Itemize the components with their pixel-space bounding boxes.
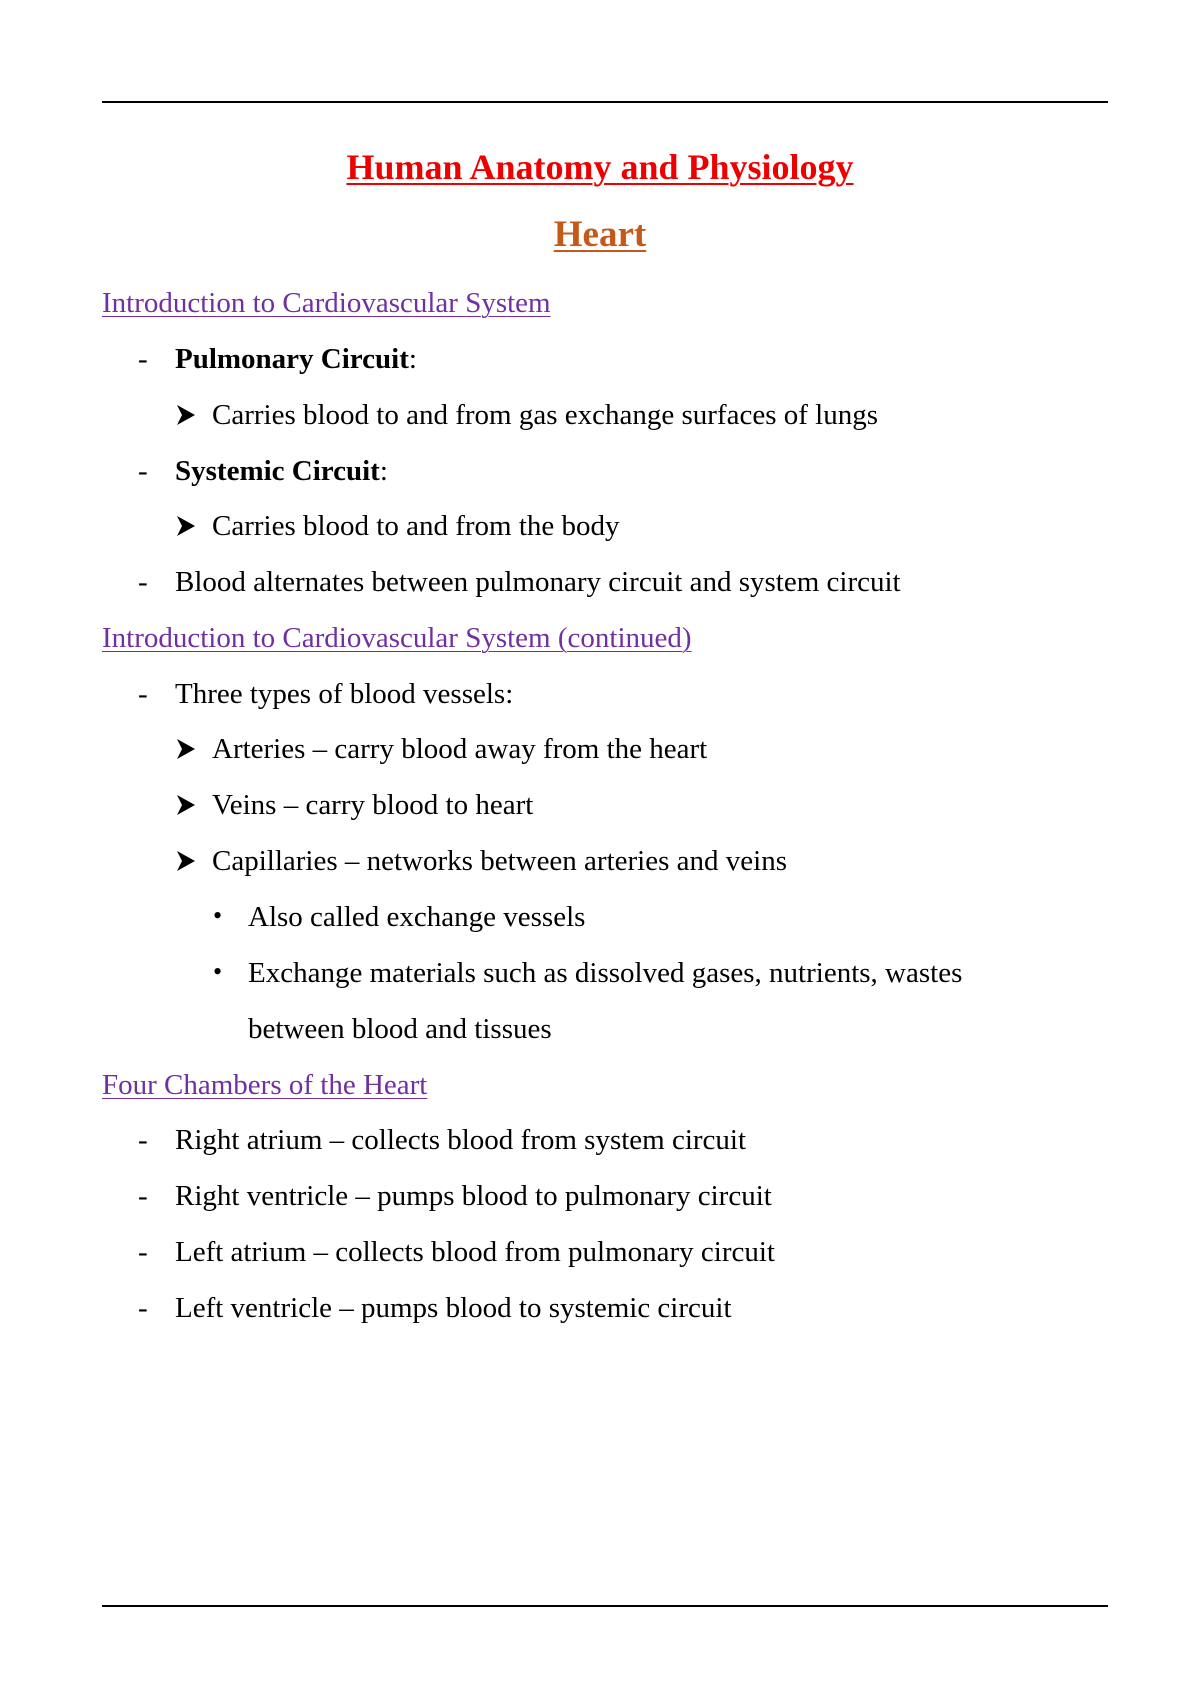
term-pulmonary-circuit: Pulmonary Circuit xyxy=(175,343,409,375)
dash-marker: - xyxy=(138,566,148,598)
section-heading-four-chambers: Four Chambers of the Heart xyxy=(102,1069,428,1101)
top-rule xyxy=(102,101,1108,103)
arrowhead-icon xyxy=(175,793,197,817)
dash-marker: - xyxy=(138,1236,148,1268)
page-title: Human Anatomy and Physiology xyxy=(346,147,854,187)
term-systemic-circuit: Systemic Circuit xyxy=(175,455,380,487)
arrowhead-icon xyxy=(175,403,197,427)
bullet-marker: • xyxy=(213,957,223,986)
arrowhead-icon xyxy=(175,849,197,873)
bottom-rule xyxy=(102,1605,1108,1607)
dash-marker: - xyxy=(138,455,148,487)
arrowhead-icon xyxy=(175,514,197,538)
dash-marker: - xyxy=(138,1292,148,1324)
section-heading-intro-continued: Introduction to Cardiovascular System (continued) xyxy=(102,622,692,654)
arrowhead-icon xyxy=(175,737,197,761)
dash-marker: - xyxy=(138,678,148,710)
dash-marker: - xyxy=(138,1124,148,1156)
bullet-marker: • xyxy=(213,901,223,930)
section-heading-intro: Introduction to Cardiovascular System xyxy=(102,287,551,319)
page-subtitle: Heart xyxy=(553,214,647,255)
dash-marker: - xyxy=(138,1180,148,1212)
dash-marker: - xyxy=(138,343,148,375)
